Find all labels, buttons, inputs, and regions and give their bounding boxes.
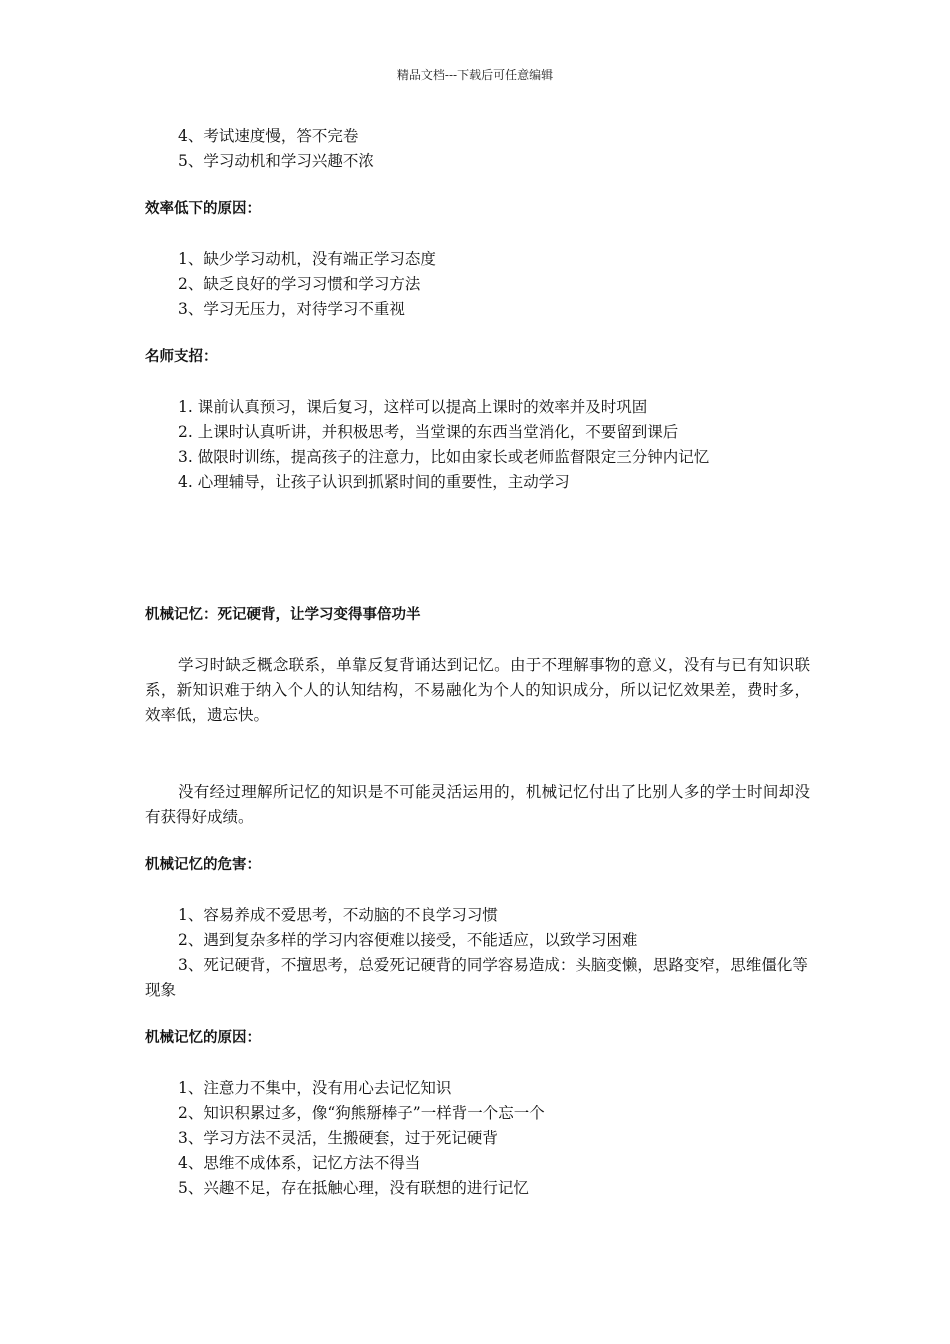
- section-heading-causes: 机械记忆的原因：: [145, 1030, 261, 1046]
- page-header: 精品文档---下载后可任意编辑: [396, 68, 554, 82]
- list-item: 1、缺少学习动机，没有端正学习态度: [178, 250, 436, 268]
- list-item: 3、学习无压力，对待学习不重视: [178, 300, 405, 318]
- paragraph: 没有经过理解所记忆的知识是不可能灵活运用的，机械记忆付出了比别人多的学士时间却没有获得好成绩。: [145, 783, 810, 826]
- list-item: 5、学习动机和学习兴趣不浓: [178, 152, 374, 170]
- list-item: 2、遇到复杂多样的学习内容便难以接受，不能适应，以致学习困难: [178, 931, 638, 949]
- list-item: 2. 上课时认真听讲，并积极思考，当堂课的东西当堂消化，不要留到课后: [178, 423, 679, 441]
- list-item: 1、注意力不集中，没有用心去记忆知识: [178, 1079, 452, 1097]
- list-item: 3、死记硬背，不擅思考，总爱死记硬背的同学容易造成：头脑变懒，思路变窄，思维僵化等现象: [145, 956, 808, 999]
- list-item: 2、缺乏良好的学习习惯和学习方法: [178, 275, 421, 293]
- section-heading-efficiency-reasons: 效率低下的原因：: [145, 201, 261, 217]
- document-body: [145, 124, 810, 1201]
- list-item: 3、学习方法不灵活，生搬硬套，过于死记硬背: [178, 1129, 498, 1147]
- list-item: 4、思维不成体系，记忆方法不得当: [178, 1154, 421, 1172]
- section-heading-teacher-tips: 名师支招：: [145, 349, 218, 365]
- paragraph: 学习时缺乏概念联系，单靠反复背诵达到记忆。由于不理解事物的意义，没有与已有知识联系，新知识难于纳入个人的认知结构，不易融化为个人的知识成分，所以记忆效果差，费时多，效率低，遗忘快。: [145, 656, 810, 724]
- list-item: 3. 做限时训练，提高孩子的注意力，比如由家长或老师监督限定三分钟内记忆: [178, 448, 710, 466]
- list-item: 4. 心理辅导，让孩子认识到抓紧时间的重要性，主动学习: [178, 473, 570, 491]
- section-heading-mechanical-memory: 机械记忆：死记硬背，让学习变得事倍功半: [145, 607, 421, 623]
- list-item: 4、考试速度慢，答不完卷: [178, 127, 359, 145]
- list-item: 1、容易养成不爱思考，不动脑的不良学习习惯: [178, 906, 498, 924]
- list-item: 2、知识积累过多，像“狗熊掰棒子”一样背一个忘一个: [178, 1104, 545, 1122]
- section-heading-harms: 机械记忆的危害：: [145, 857, 261, 873]
- list-item: 1. 课前认真预习，课后复习，这样可以提高上课时的效率并及时巩固: [178, 398, 648, 416]
- list-item: 5、兴趣不足，存在抵触心理，没有联想的进行记忆: [178, 1179, 529, 1197]
